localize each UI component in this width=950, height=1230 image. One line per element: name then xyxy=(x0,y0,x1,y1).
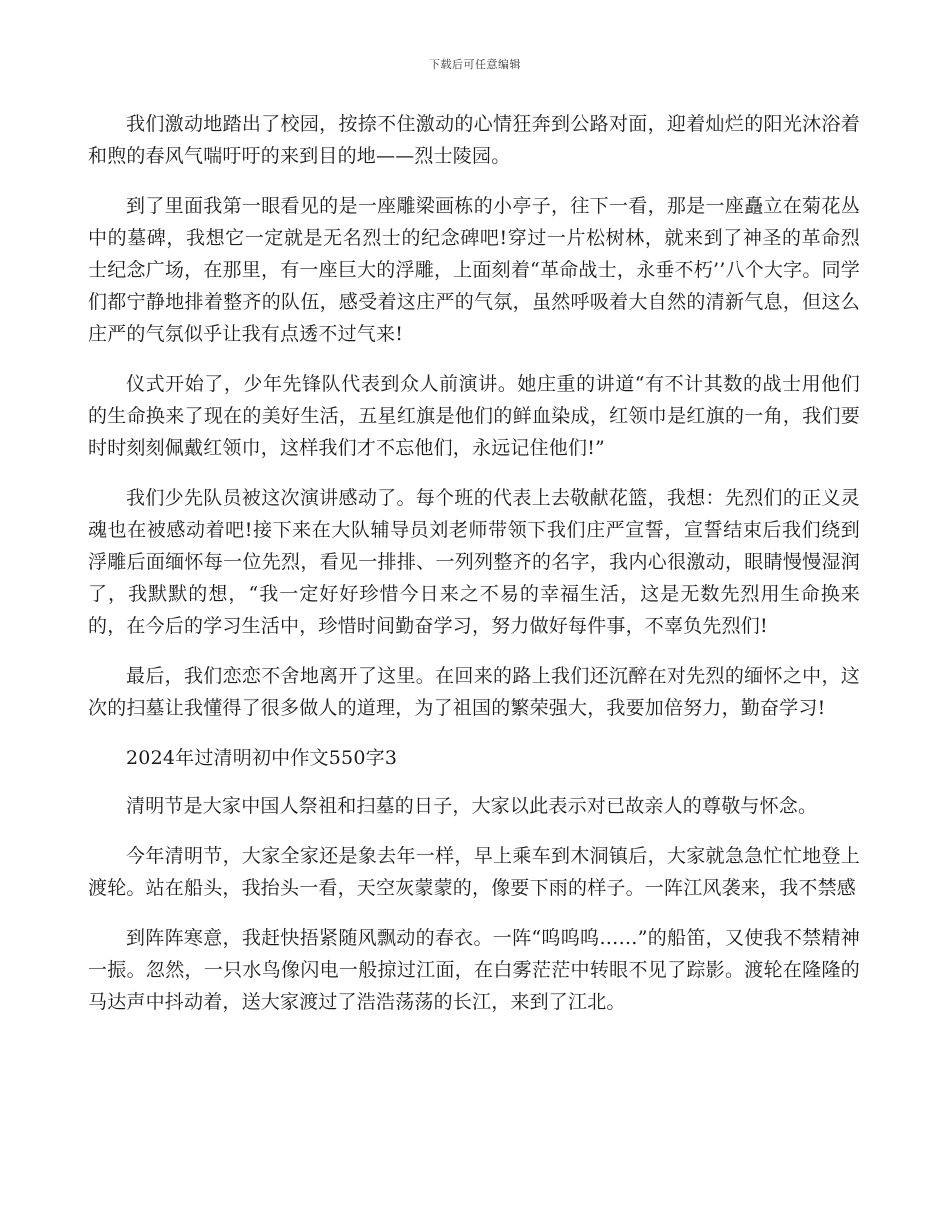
paragraph-6: 清明节是大家中国人祭祖和扫墓的日子，大家以此表示对已故亲人的尊敬与怀念。 xyxy=(126,795,818,817)
paragraph-2: 到了里面我第一眼看见的是一座雕梁画栋的小亭子，往下一看，那是一座矗立在菊花丛中的墓碑，我想它一定就是无名烈士的纪念碑吧!穿过一片松树林，就来到了神圣的革命烈士纪念广场，在那里，有一座巨大的浮雕，上面刻着“革命战士，永垂不朽’’八个大字。同学们都宁静地排着整齐的队伍，感受着这庄严的气氛，虽然呼吸着大自然的清新气息，但这么庄严的气氛似乎让我有点透不过气来! xyxy=(88,195,860,345)
paragraph-8: 到阵阵寒意，我赶快捂紧随风飘动的春衣。一阵“呜呜呜……”的船笛，又使我不禁精神一振。忽然，一只水鸟像闪电一般掠过江面，在白雾茫茫中转眼不见了踪影。渡轮在隆隆的马达声中抖动着，送大家渡过了浩浩荡荡的长江，来到了江北。 xyxy=(88,927,860,1013)
paragraph-5: 最后，我们恋恋不舍地离开了这里。在回来的路上我们还沉醉在对先烈的缅怀之中，这次的扫墓让我懂得了很多做人的道理，为了祖国的繁荣强大，我要加倍努力，勤奋学习! xyxy=(88,665,860,719)
paragraph-7: 今年清明节，大家全家还是象去年一样，早上乘车到木洞镇后，大家就急急忙忙地登上渡轮。站在船头，我抬头一看，天空灰蒙蒙的，像要下雨的样子。一阵江风袭来，我不禁感 xyxy=(88,845,860,899)
paragraph-4: 我们少先队员被这次演讲感动了。每个班的代表上去敬献花篮，我想：先烈们的正义灵魂也在被感动着吧!接下来在大队辅导员刘老师带领下我们庄严宣誓，宣誓结束后我们绕到浮雕后面缅怀每一位先烈，看见一排排、一列列整齐的名字，我内心很激动，眼睛慢慢湿润了，我默默的想，“我一定好好珍惜今日来之不易的幸福生活，这是无数先烈用生命换来的，在今后的学习生活中，珍惜时间勤奋学习，努力做好每件事，不辜负先烈们! xyxy=(88,487,860,637)
document-body xyxy=(88,108,860,1036)
section-heading: 2024年过清明初中作文550字3 xyxy=(126,747,398,769)
paragraph-3: 仪式开始了，少年先锋队代表到众人前演讲。她庄重的讲道“有不计其数的战士用他们的生命换来了现在的美好生活，五星红旗是他们的鲜血染成，红领巾是红旗的一角，我们要时时刻刻佩戴红领巾，这样我们才不忘他们，永远记住他们!” xyxy=(88,373,860,459)
paragraph-1: 我们激动地踏出了校园，按捺不住激动的心情狂奔到公路对面，迎着灿烂的阳光沐浴着和煦的春风气喘吁吁的来到目的地——烈士陵园。 xyxy=(88,113,860,167)
header-note: 下载后可任意编辑 xyxy=(429,58,521,71)
